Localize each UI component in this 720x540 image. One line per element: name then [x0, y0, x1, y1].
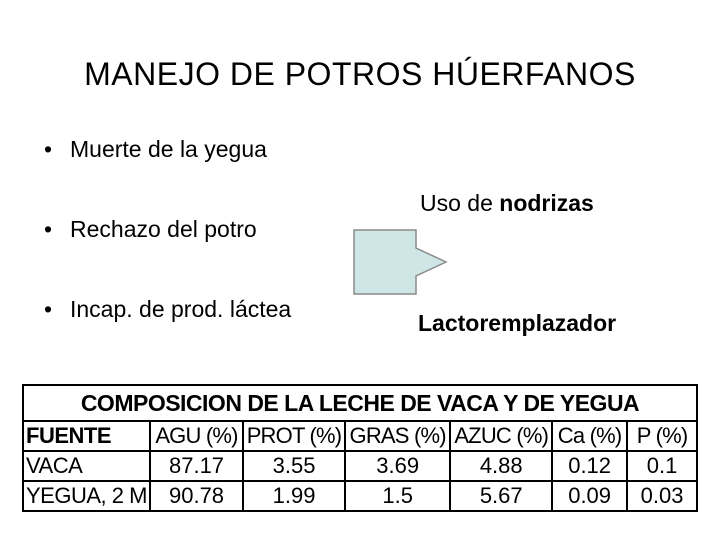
bullet-item-rechazo — [44, 216, 257, 243]
header-prot: PROT (%) — [243, 421, 345, 451]
header-agu: AGU (%) — [150, 421, 243, 451]
bullet-text: Incap. de prod. láctea — [70, 296, 292, 322]
cell-agu: 87.17 — [150, 451, 243, 481]
option-prefix: Uso de — [420, 190, 500, 216]
table-row — [23, 481, 697, 511]
option-bold-word: nodrizas — [499, 190, 594, 216]
row-source: VACA — [23, 451, 150, 481]
bullet-dot: • — [44, 136, 53, 162]
cell-azuc: 4.88 — [450, 451, 552, 481]
cell-p: 0.1 — [627, 451, 697, 481]
header-azuc: AZUC (%) — [450, 421, 552, 451]
bullet-dot: • — [44, 296, 53, 322]
bullet-text: Rechazo del potro — [70, 216, 257, 242]
bullet-item-incap — [44, 296, 291, 323]
cell-prot: 3.55 — [243, 451, 345, 481]
cell-gras: 1.5 — [345, 481, 450, 511]
cell-agu: 90.78 — [150, 481, 243, 511]
table-caption-row — [23, 385, 697, 421]
header-p: P (%) — [627, 421, 697, 451]
header-ca: Ca (%) — [552, 421, 627, 451]
bullet-text: Muerte de la yegua — [70, 136, 267, 162]
header-fuente: FUENTE — [23, 421, 150, 451]
cell-prot: 1.99 — [243, 481, 345, 511]
row-source: YEGUA, 2 M — [23, 481, 150, 511]
cell-azuc: 5.67 — [450, 481, 552, 511]
cell-gras: 3.69 — [345, 451, 450, 481]
bullet-item-muerte — [44, 136, 267, 163]
right-arrow-icon — [352, 228, 452, 296]
table-row — [23, 451, 697, 481]
cell-ca: 0.12 — [552, 451, 627, 481]
option-nodrizas — [420, 190, 594, 217]
option-lactoremplazador: Lactoremplazador — [418, 310, 617, 336]
header-gras: GRAS (%) — [345, 421, 450, 451]
table-caption: COMPOSICION DE LA LECHE DE VACA Y DE YEGUA — [23, 385, 697, 421]
slide-title: MANEJO DE POTROS HÚERFANOS — [84, 56, 636, 92]
cell-ca: 0.09 — [552, 481, 627, 511]
milk-composition-table — [22, 384, 698, 512]
bullet-dot: • — [44, 216, 53, 242]
table-header-row — [23, 421, 697, 451]
cell-p: 0.03 — [627, 481, 697, 511]
